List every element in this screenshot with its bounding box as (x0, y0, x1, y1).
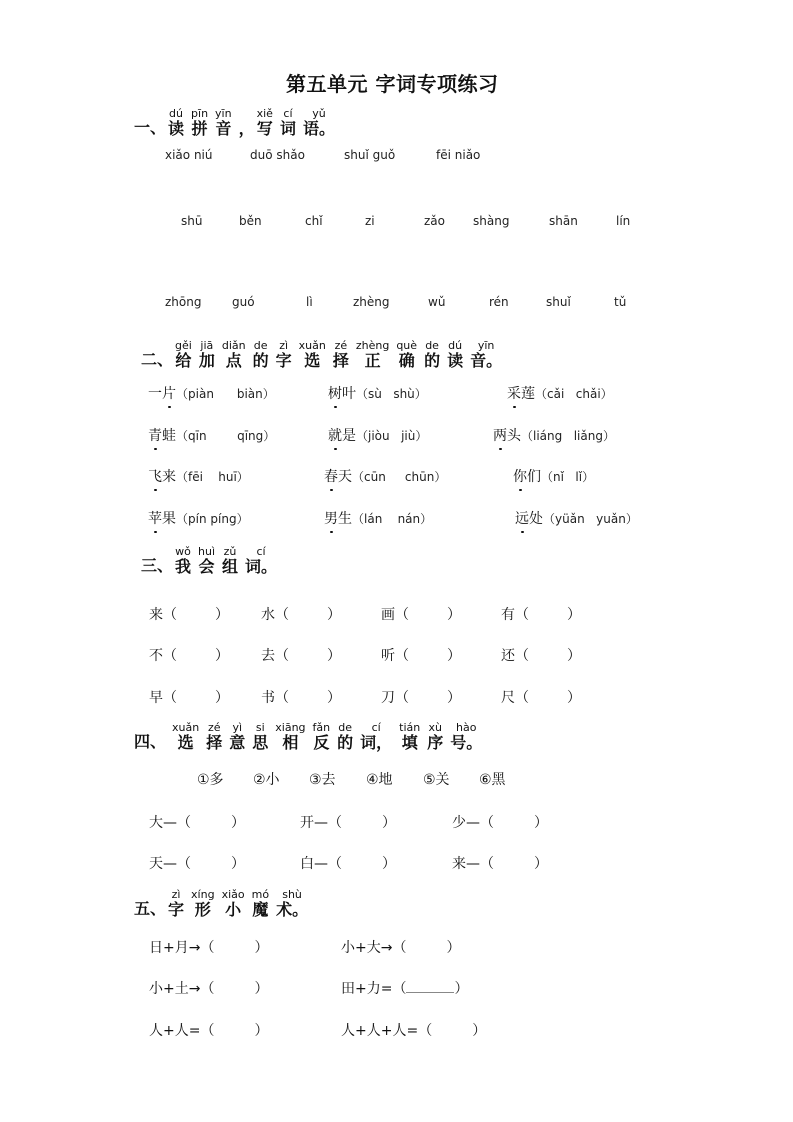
word-building-row: 水（ ） (261, 607, 341, 623)
word-building-row: 去（ ） (261, 648, 341, 664)
character-puzzle: 人+人+人=（ ） (341, 1023, 487, 1039)
option-2: ②小 (253, 772, 280, 788)
antonym-pair: 开—（ ） (300, 815, 396, 831)
section-5-heading: 五、 zì 字 xíng 形 xiǎo 小 mó 魔 shù 术。 (134, 888, 309, 919)
word-building-row: 书（ ） (261, 690, 341, 706)
reading-choice-item: 就是（jiòu jiù） (328, 425, 427, 445)
reading-choice-item: 你们（nǐ lǐ） (513, 466, 594, 486)
character-puzzle: 小+大→（ ） (341, 940, 461, 956)
answer-blank[interactable] (406, 980, 454, 993)
pinyin-item: shuǐ (546, 295, 571, 309)
word-building-row: 尺（ ） (501, 690, 581, 706)
pinyin-item: lì (306, 295, 313, 309)
antonym-pair: 大—（ ） (149, 815, 245, 831)
section-number: 四、 (134, 732, 167, 751)
pinyin-item: guó (232, 295, 255, 309)
pinyin-item: shàng (473, 214, 510, 228)
section-number: 二、 (141, 350, 174, 369)
word-building-row: 早（ ） (149, 690, 229, 706)
pinyin-item: zǎo (424, 214, 445, 228)
word-building-row: 画（ ） (381, 607, 461, 623)
section-number: 三、 (141, 556, 174, 575)
reading-choice-item: 飞来（fēi huī） (148, 466, 249, 486)
pinyin-item: zhèng (353, 295, 390, 309)
pinyin-item: tǔ (614, 295, 627, 309)
character-puzzle: 小+土→（ ） (149, 981, 269, 997)
word-building-row: 来（ ） (149, 607, 229, 623)
reading-choice-item: 两头（liáng liǎng） (493, 425, 615, 445)
section-2-heading: 二、 gěi 给 jiā 加 diǎn 点 de 的 zì 字 xuǎn 选 zé 择 zhèng 正 què 确 de 的 dú 读 yīn 音。 (141, 339, 503, 370)
option-4: ④地 (366, 772, 393, 788)
option-6: ⑥黑 (479, 772, 506, 788)
pinyin-item: zhōng (165, 295, 202, 309)
word-building-row: 听（ ） (381, 648, 461, 664)
antonym-pair: 白—（ ） (300, 856, 396, 872)
pinyin-item: wǔ (428, 295, 446, 309)
pinyin-item: lín (616, 214, 631, 228)
antonym-pair: 少—（ ） (452, 815, 548, 831)
word-building-row: 刀（ ） (381, 690, 461, 706)
reading-choice-item: 采莲（cǎi chǎi） (507, 383, 613, 403)
word-building-row: 还（ ） (501, 648, 581, 664)
section-number: 一、 (134, 118, 167, 137)
section-number: 五、 (134, 899, 167, 918)
reading-choice-item: 树叶（sù shù） (328, 383, 427, 403)
pinyin-item: shān (549, 214, 578, 228)
character-puzzle: 日+月→（ ） (149, 940, 269, 956)
word-building-row: 不（ ） (149, 648, 229, 664)
reading-choice-item: 苹果（pín píng） (148, 508, 249, 528)
option-3: ③去 (309, 772, 336, 788)
word-building-row: 有（ ） (501, 607, 581, 623)
section-1-heading: 一、 dú 读 pīn 拼 yīn 音 ， xiě 写 cí 词 yǔ 语。 (134, 107, 335, 138)
antonym-pair: 天—（ ） (149, 856, 245, 872)
pinyin-item: rén (489, 295, 509, 309)
pinyin-item: fēi niǎo (436, 148, 481, 162)
page-title: 第五单元 字词专项练习 (286, 72, 499, 96)
pinyin-item: chǐ (305, 214, 323, 228)
character-puzzle: 田+力=（ ） (341, 981, 469, 997)
antonym-pair: 来—（ ） (452, 856, 548, 872)
pinyin-item: shuǐ guǒ (344, 148, 396, 162)
reading-choice-item: 一片（piàn biàn） (148, 383, 275, 403)
pinyin-item: zi (365, 214, 375, 228)
section-4-heading: 四、 xuǎn 选 zé 择 yì 意 si 思 xiāng 相 fǎn 反 de 的 cí 词， tián 填 xù 序 hào 号。 (134, 721, 483, 752)
pinyin-item: xiǎo niú (165, 148, 213, 162)
reading-choice-item: 春天（cūn chūn） (324, 466, 446, 486)
reading-choice-item: 远处（yüǎn yuǎn） (515, 508, 638, 528)
character-puzzle: 人+人=（ ） (149, 1023, 269, 1039)
pinyin-item: duō shǎo (250, 148, 305, 162)
pinyin-item: běn (239, 214, 262, 228)
section-3-heading: 三、 wǒ 我 huì 会 zǔ 组 cí 词。 (141, 545, 278, 576)
option-5: ⑤关 (423, 772, 450, 788)
pinyin-item: shū (181, 214, 203, 228)
reading-choice-item: 男生（lán nán） (324, 508, 432, 528)
option-1: ①多 (197, 772, 224, 788)
reading-choice-item: 青蛙（qīn qīng） (148, 425, 275, 445)
